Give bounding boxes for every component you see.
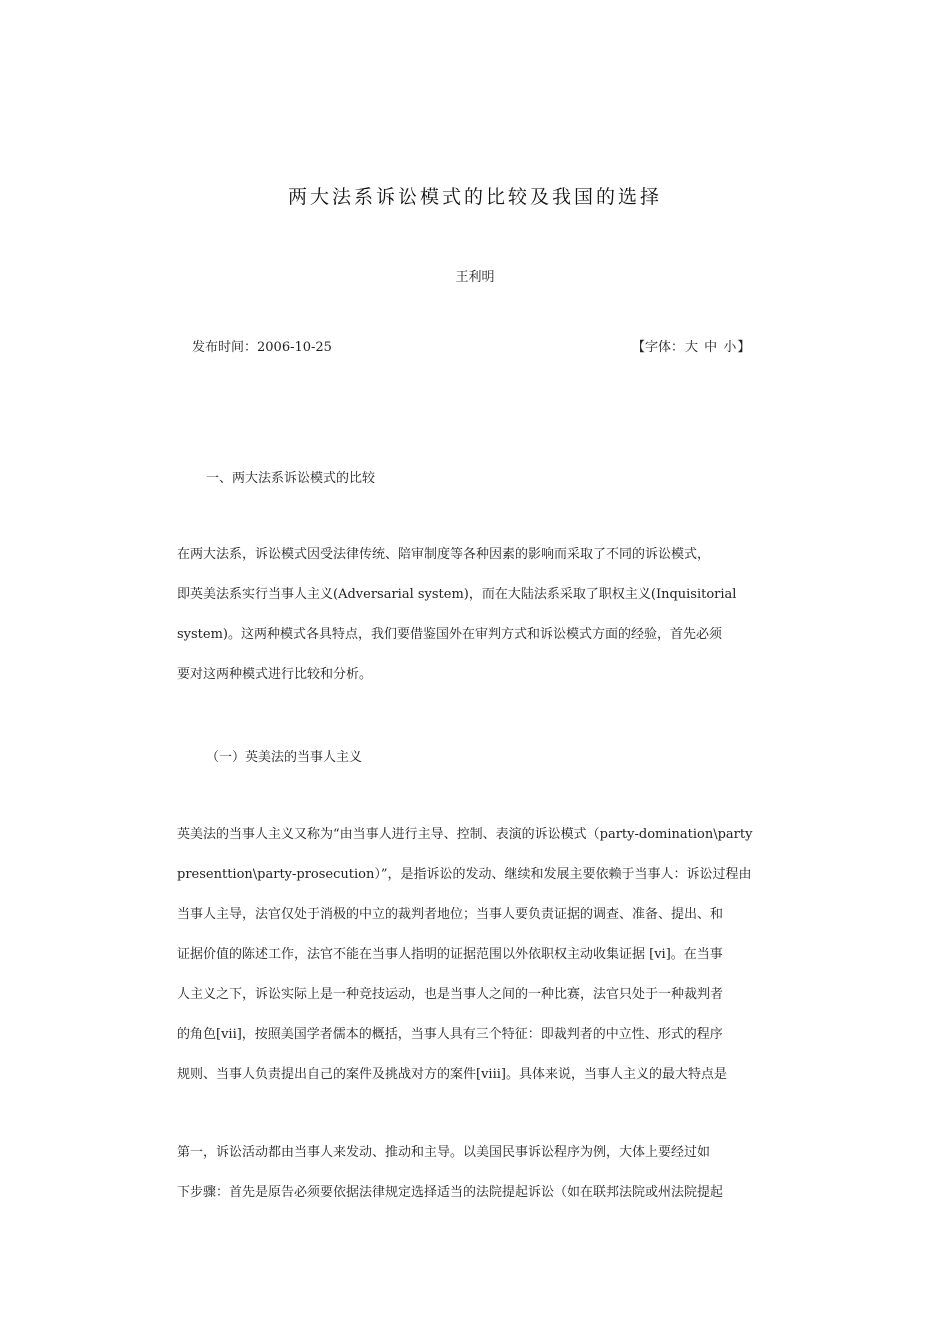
paragraph-line: 英美法的当事人主义又称为“由当事人进行主导、控制、表演的诉讼模式（party-domination\party: [177, 827, 753, 842]
section-heading-1: 一、两大法系诉讼模式的比较: [206, 471, 376, 486]
paragraph-line: 的角色[vii]，按照美国学者儒本的概括，当事人具有三个特征：即裁判者的中立性、形式的程序: [177, 1027, 723, 1042]
paragraph-line: 规则、当事人负责提出自己的案件及挑战对方的案件[viii]。具体来说，当事人主义的最大特点是: [177, 1067, 727, 1082]
paragraph-line: 在两大法系，诉讼模式因受法律传统、陪审制度等各种因素的影响而采取了不同的诉讼模式，: [177, 547, 711, 562]
paragraph-1: [177, 545, 775, 705]
paragraph-line: 人主义之下，诉讼实际上是一种竞技运动，也是当事人之间的一种比赛，法官只处于一种裁判者: [177, 987, 724, 1002]
article-title: 两大法系诉讼模式的比较及我国的选择: [287, 186, 662, 208]
paragraph-line: 即英美法系实行当事人主义(Adversarial system)，而在大陆法系采取了职权主义(Inquisitorial: [177, 587, 737, 602]
font-size-large-link[interactable]: 大: [685, 340, 699, 355]
publish-date: 发布时间：2006-10-25: [192, 340, 332, 355]
paragraph-2: [177, 825, 775, 1105]
font-size-selector: [632, 336, 750, 355]
section-heading-2: （一）英美法的当事人主义: [206, 750, 363, 765]
paragraph-line: 要对这两种模式进行比较和分析。: [177, 667, 373, 682]
font-size-small-link[interactable]: 小: [723, 340, 737, 355]
article-author: 王利明: [455, 270, 495, 285]
font-size-label: 【字体：: [632, 340, 685, 355]
paragraph-line: 当事人主导，法官仅处于消极的中立的裁判者地位；当事人要负责证据的调查、准备、提出、和: [177, 907, 724, 922]
paragraph-line: system)。这两种模式各具特点，我们要借鉴国外在审判方式和诉讼模式方面的经验，首先必须: [177, 627, 723, 642]
paragraph-line: presenttion\party-prosecution）”，是指诉讼的发动、继续和发展主要依赖于当事人：诉讼过程由: [177, 867, 752, 882]
paragraph-line: 证据价值的陈述工作，法官不能在当事人指明的证据范围以外依职权主动收集证据 [vi]。在当事: [177, 947, 723, 962]
paragraph-line: 下步骤：首先是原告必须要依据法律规定选择适当的法院提起诉讼（如在联邦法院或州法院提起: [177, 1185, 724, 1200]
font-size-medium-link[interactable]: 中: [704, 340, 718, 355]
paragraph-line: 第一，诉讼活动都由当事人来发动、推动和主导。以美国民事诉讼程序为例，大体上要经过如: [177, 1145, 711, 1160]
font-size-bracket-close: 】: [737, 340, 751, 355]
paragraph-3: [177, 1143, 775, 1223]
